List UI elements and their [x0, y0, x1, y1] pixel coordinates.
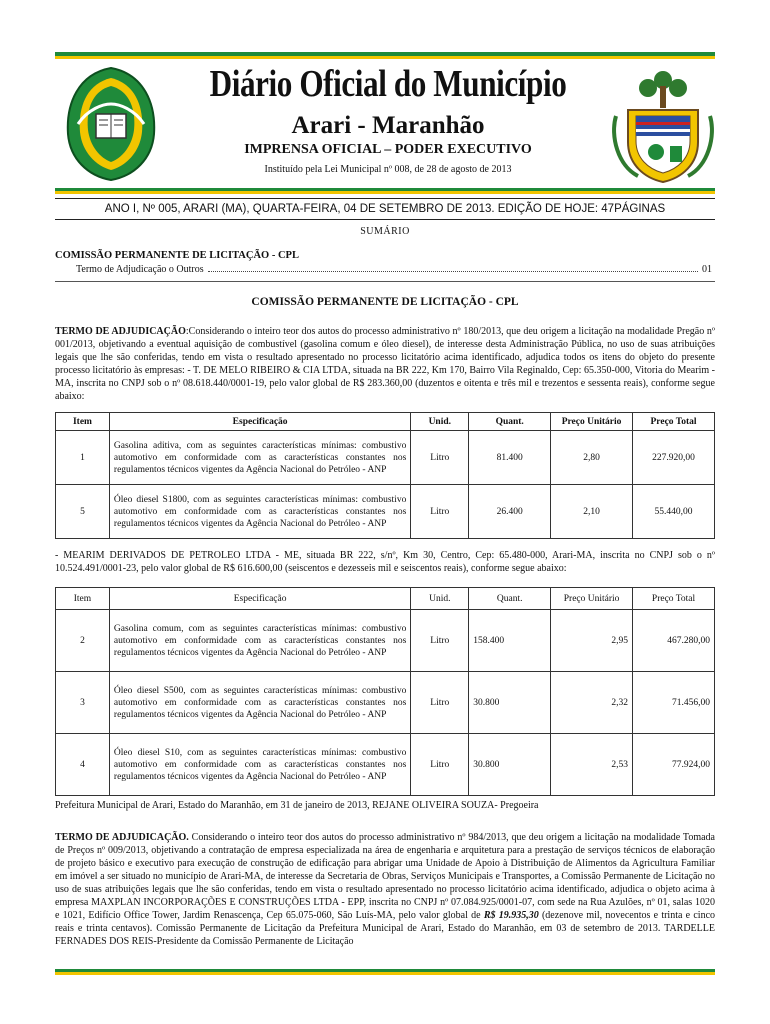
cell-spec: Gasolina comum, com as seguintes características mínimas: combustivo automotivo em conformidade com as características constantes nos regulamentos técnicos vigentes da Agência Nacional do Petróleo - ANP: [109, 610, 410, 672]
col-total: Preço Total: [633, 413, 715, 431]
col-item: Item: [56, 413, 110, 431]
cell-total: 55.440,00: [633, 485, 715, 539]
cell-item: 4: [56, 734, 110, 796]
masthead-stripe-yellow: [55, 191, 715, 194]
col-unit: Unid.: [411, 588, 469, 610]
summary-heading: COMISSÃO PERMANENTE DE LICITAÇÃO - CPL: [55, 250, 299, 261]
cell-qty: 30.800: [469, 734, 551, 796]
table-row: [56, 431, 715, 485]
cell-unit: Litro: [411, 610, 469, 672]
cell-unit-price: 2,32: [551, 672, 633, 734]
cell-unit: Litro: [411, 431, 469, 485]
cell-unit-price: 2,10: [551, 485, 633, 539]
masthead-law: Instituído pela Lei Municipal nº 008, de 28 de agosto de 2013: [264, 164, 512, 175]
term1-paragraph: [55, 325, 715, 403]
section-title: COMISSÃO PERMANENTE DE LICITAÇÃO - CPL: [251, 296, 519, 308]
cell-unit-price: 2,80: [551, 431, 633, 485]
cell-unit-price: 2,95: [551, 610, 633, 672]
cell-spec: Óleo diesel S1800, com as seguintes características mínimas: combustivo automotivo em conformidade com as características constantes nos regulamentos técnicos vigentes da Agência Nacional do Petróleo - ANP: [109, 485, 410, 539]
header-stripe-yellow: [55, 56, 715, 59]
summary-title: SUMÁRIO: [360, 226, 410, 237]
table-row: [56, 734, 715, 796]
summary-leader-dots: [208, 264, 698, 272]
cell-item: 1: [56, 431, 110, 485]
masthead-title: Diário Oficial do Município: [209, 63, 567, 105]
col-qty: Quant.: [469, 413, 551, 431]
summary-divider: [55, 281, 715, 282]
col-total: Preço Total: [633, 588, 715, 610]
items-table-2: [55, 587, 715, 796]
cell-qty: 158.400: [469, 610, 551, 672]
summary-entry-page: 01: [702, 264, 712, 275]
col-qty: Quant.: [469, 588, 551, 610]
cell-spec: Óleo diesel S500, com as seguintes características mínimas: combustivo automotivo em conformidade com as características constantes nos regulamentos técnicos vigentes da Agência Nacional do Petróleo - ANP: [109, 672, 410, 734]
term1-label: TERMO DE ADJUDICAÇÃO: [55, 326, 186, 337]
municipal-emblem-left: [58, 64, 164, 184]
cell-unit-price: 2,53: [551, 734, 633, 796]
cell-unit: Litro: [411, 734, 469, 796]
items-table-1: [55, 412, 715, 539]
term2-value: R$ 19.935,30: [483, 910, 539, 921]
table-row: [56, 610, 715, 672]
table-header-row: [56, 588, 715, 610]
term2-label: TERMO DE ADJUDICAÇÃO.: [55, 832, 189, 843]
cell-qty: 30.800: [469, 672, 551, 734]
masthead-city: Arari - Maranhão: [291, 112, 485, 139]
table-header-row: [56, 413, 715, 431]
masthead-branch: IMPRENSA OFICIAL – PODER EXECUTIVO: [244, 142, 532, 157]
col-item: Item: [56, 588, 110, 610]
cell-item: 5: [56, 485, 110, 539]
col-spec: Especificação: [109, 588, 410, 610]
cell-spec: Gasolina aditiva, com as seguintes características mínimas: combustivo automotivo em conformidade com as características constantes nos regulamentos técnicos vigentes da Agência Nacional do Petróleo - ANP: [109, 431, 410, 485]
summary-entry: [76, 264, 712, 275]
col-spec: Especificação: [109, 413, 410, 431]
cell-total: 227.920,00: [633, 431, 715, 485]
col-unit-price: Preço Unitário: [551, 413, 633, 431]
term2-paragraph: [55, 831, 715, 948]
cell-total: 77.924,00: [633, 734, 715, 796]
cell-unit: Litro: [411, 672, 469, 734]
cell-item: 2: [56, 610, 110, 672]
signature-pregoeira: Prefeitura Municipal de Arari, Estado do Maranhão, em 31 de janeiro de 2013, REJANE OLIVEIRA SOUZA- Pregoeira: [55, 800, 539, 811]
term1-text: :Considerando o inteiro teor dos autos do processo administrativo nº 180/2013, que deu origem a licitação na modalidade Pregão nº 001/2013, objetivando a eventual aquisição de combustível (gasolina comum e óleo diesel), de interesse desta Administração Pública, no uso de suas atribuições legais que lhe são conferidas, tendo em vista o resultado apresentado no processo licitatório acima identificado, adjudica todos os itens do objeto do presente processo licitatório às empresas: - T. DE MELO RIBEIRO & CIA LTDA, situada na BR 222, Km 170, Bairro Vila Reginaldo, Cep: 65.350-000, Vitoria do Mearim - MA, inscrita no CNPJ sob o nº 08.618.440/0001-19, pelo valor global de R$ 283.360,00 (duzentos e oitenta e três mil e trezentos e sessenta reais), conforme segue abaixo:: [55, 326, 715, 402]
cell-total: 71.456,00: [633, 672, 715, 734]
footer-stripe-yellow: [55, 972, 715, 975]
cell-total: 467.280,00: [633, 610, 715, 672]
summary-entry-label: Termo de Adjudicação o Outros: [76, 264, 204, 275]
cell-spec: Óleo diesel S10, com as seguintes características mínimas: combustivo automotivo em conformidade com as características constantes nos regulamentos técnicos vigentes da Agência Nacional do Petróleo - ANP: [109, 734, 410, 796]
term2-text-a: Considerando o inteiro teor dos autos do processo administrativo nº 984/2013, que deu origem a licitação na modalidade Tomada de Preços nº 009/2013, objetivando a contratação de empresa especializada na área de engenharia e arquitetura para a prestação de serviços técnicos de elaboração de projeto básico e executivo para execução de construção de edificação para abrigar uma Unidade de Apoio à Distribuição de Alimentos da Agricultura Familiar em imóvel a ser situado no município de Arari-MA, de interesse da Secretaria de Obras, Serviços Municipais e Transportes, a Comissão Permanente de Licitação no uso de suas atribuições legais que lhe são conferidas, tendo em vista o resultado apresentado no processo licitatório acima identificado, adjudica o objeto acima à empresa MAXPLAN INCORPORAÇÕES E CONSTRUÇÕES LTDA - EPP, inscrita no CNPJ nº 07.084.925/0001-07, com sede na Rua Azulões, nº 01, salas 1020 e 1021, Edifício Office Tower, Jardim Renascença, Cep 65.075-060, São Luís-MA, pelo valor global de: [55, 832, 715, 921]
cell-item: 3: [56, 672, 110, 734]
table-row: [56, 672, 715, 734]
term2-text-b: (dezenove mil, novecentos e trinta e cinco reais e trinta centavos). Comissão Permanente de Licitação da Prefeitura Municipal de Arari, Estado do Maranhão, em 03 de setembro de 2013. TARDELLE FERNADES DOS REIS-Presidente da Comissão Permanente de Licitação: [55, 910, 716, 947]
cell-qty: 81.400: [469, 431, 551, 485]
cell-unit: Litro: [411, 485, 469, 539]
col-unit: Unid.: [411, 413, 469, 431]
col-unit-price: Preço Unitário: [551, 588, 633, 610]
company2-paragraph: - MEARIM DERIVADOS DE PETROLEO LTDA - ME, situada BR 222, s/nº, Km 30, Centro, Cep: 65.480-000, Arari-MA, inscrita no CNPJ sob o nº 10.524.491/0001-23, pelo valor global de R$ 616.600,00 (seiscentos e dezesseis mil e seiscentos reais), conforme segue abaixo:: [55, 550, 715, 574]
edition-bar: ANO I, Nº 005, ARARI (MA), QUARTA-FEIRA, 04 DE SETEMBRO DE 2013. EDIÇÃO DE HOJE: 47PÁGINAS: [55, 198, 715, 220]
table-row: [56, 485, 715, 539]
cell-qty: 26.400: [469, 485, 551, 539]
coat-of-arms-right: [608, 66, 718, 186]
